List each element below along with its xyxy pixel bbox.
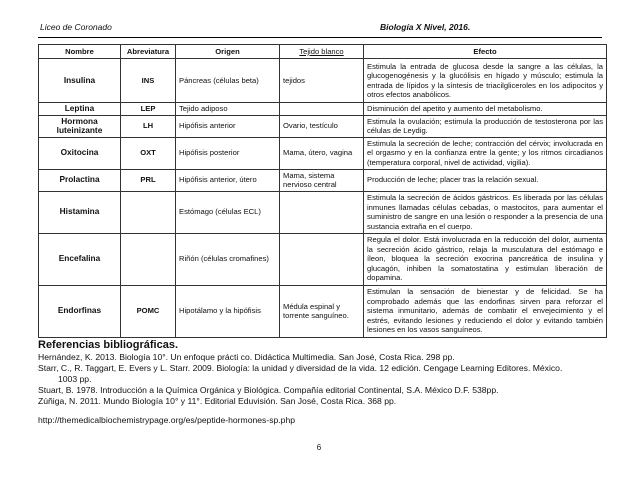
hormones-table <box>38 44 607 338</box>
cell-tejido <box>280 191 364 233</box>
col-header-tejido: Tejido blanco <box>280 45 364 59</box>
cell-abrev <box>121 233 176 285</box>
cell-tejido: Ovario, testículo <box>280 115 364 137</box>
cell-nombre: Encefalina <box>39 233 121 285</box>
reference-url[interactable]: http://themedicalbiochemistrypage.org/es/peptide-hormones-sp.php <box>38 415 296 425</box>
cell-nombre: Leptina <box>39 103 121 116</box>
cell-origen: Hipotálamo y la hipófisis <box>176 285 280 337</box>
table-row <box>39 169 607 191</box>
reference-item: Hernández, K. 2013. Biología 10°. Un enfoque prácti co. Didáctica Multimedia. San José, Costa Rica. 298 pp. <box>38 352 455 362</box>
page-number: 6 <box>316 443 322 452</box>
col-header-origen: Origen <box>176 45 280 59</box>
table-row <box>39 115 607 137</box>
cell-efecto: Estimula la secreción de ácidos gástricos. Es liberada por las células inmunes llamadas células cebadas, o mastocitos, para aumentar el suministro de sangre en una lesión o responder a la presencia de una sustancia extraña en el cuerpo. <box>364 191 607 233</box>
reference-item: Starr, C., R. Taggart, E. Evers y L. Starr. 2009. Biología: la unidad y diversidad de la vida. 12 edición. Cengage Learning Editores. México. <box>38 363 563 373</box>
table-row <box>39 233 607 285</box>
cell-efecto: Estimula la entrada de glucosa desde la sangre a las células, la glucogenogénesis y la glucólisis en hígado y músculo; estimula la entrada de lípidos y la síntesis de triacilgliceroles en los adipocitos y otros efectos anabólicos. <box>364 59 607 103</box>
references-title: Referencias bibliográficas. <box>38 339 178 351</box>
cell-tejido: Médula espinal y torrente sanguíneo. <box>280 285 364 337</box>
header-rule <box>38 37 602 38</box>
cell-abrev: LH <box>121 115 176 137</box>
table-row <box>39 103 607 116</box>
cell-efecto: Estimula la secreción de leche; contracción del cérvix; involucrada en el orgasmo y en la confianza entre la gente; y los ritmos circadianos (temperatura corporal, nivel de actividad, vigilia). <box>364 137 607 169</box>
cell-nombre: Hormona luteinizante <box>39 115 121 137</box>
table-row <box>39 191 607 233</box>
school-name: Liceo de Coronado <box>40 22 112 32</box>
cell-origen: Hipófisis posterior <box>176 137 280 169</box>
cell-tejido <box>280 103 364 116</box>
cell-abrev: POMC <box>121 285 176 337</box>
cell-abrev: LEP <box>121 103 176 116</box>
cell-tejido: Mama, útero, vagina <box>280 137 364 169</box>
cell-nombre: Oxitocina <box>39 137 121 169</box>
references-section <box>38 340 608 426</box>
reference-item: Stuart, B. 1978. Introducción a la Química Orgánica y Biológica. Compañía editorial Continental, S.A. México D.F. 538pp. <box>38 385 499 395</box>
cell-origen: Tejido adiposo <box>176 103 280 116</box>
cell-origen: Hipófisis anterior, útero <box>176 169 280 191</box>
cell-abrev: PRL <box>121 169 176 191</box>
cell-tejido: Mama, sistema nervioso central <box>280 169 364 191</box>
cell-abrev: OXT <box>121 137 176 169</box>
cell-efecto: Disminución del apetito y aumento del metabolismo. <box>364 103 607 116</box>
cell-origen: Riñón (células cromafines) <box>176 233 280 285</box>
page-header <box>38 22 600 36</box>
cell-tejido: tejidos <box>280 59 364 103</box>
cell-nombre: Insulina <box>39 59 121 103</box>
cell-tejido <box>280 233 364 285</box>
reference-item: 1003 pp. <box>58 374 92 384</box>
cell-efecto: Estimulan la sensación de bienestar y de felicidad. Se ha comprobado además que las endorfinas sirven para reforzar el sistema inmunitario, además de combatir el envejecimiento y el estrés, evitando lesiones y reduciendo el dolor y evitando también lesiones en los vasos sanguíneos. <box>364 285 607 337</box>
reference-item: Zúñiga, N. 2011. Mundo Biología 10° y 11°. Editorial Eduvisión. San José, Costa Rica. 368 pp. <box>38 396 397 406</box>
cell-nombre: Endorfinas <box>39 285 121 337</box>
cell-efecto: Regula el dolor. Está involucrada en la reducción del dolor, aumenta la secreción ácido gástrico, relaja la musculatura del estómago e íleon, bloquea la secreción exocrina pancreática de insulina y glucagón, inhiben la somatostatina y estimulan liberación de dopamina. <box>364 233 607 285</box>
course-title: Biología X Nivel, 2016. <box>380 22 471 32</box>
cell-origen: Hipófisis anterior <box>176 115 280 137</box>
cell-abrev: INS <box>121 59 176 103</box>
cell-abrev <box>121 191 176 233</box>
col-header-abreviatura: Abreviatura <box>121 45 176 59</box>
table-row <box>39 59 607 103</box>
table-header-row <box>39 45 607 59</box>
cell-nombre: Histamina <box>39 191 121 233</box>
table-row <box>39 137 607 169</box>
col-header-efecto: Efecto <box>364 45 607 59</box>
cell-origen: Estómago (células ECL) <box>176 191 280 233</box>
cell-origen: Páncreas (células beta) <box>176 59 280 103</box>
table-row <box>39 285 607 337</box>
cell-efecto: Estimula la ovulación; estimula la producción de testosterona por las células de Leydig. <box>364 115 607 137</box>
cell-nombre: Prolactina <box>39 169 121 191</box>
col-header-nombre: Nombre <box>39 45 121 59</box>
cell-efecto: Producción de leche; placer tras la relación sexual. <box>364 169 607 191</box>
